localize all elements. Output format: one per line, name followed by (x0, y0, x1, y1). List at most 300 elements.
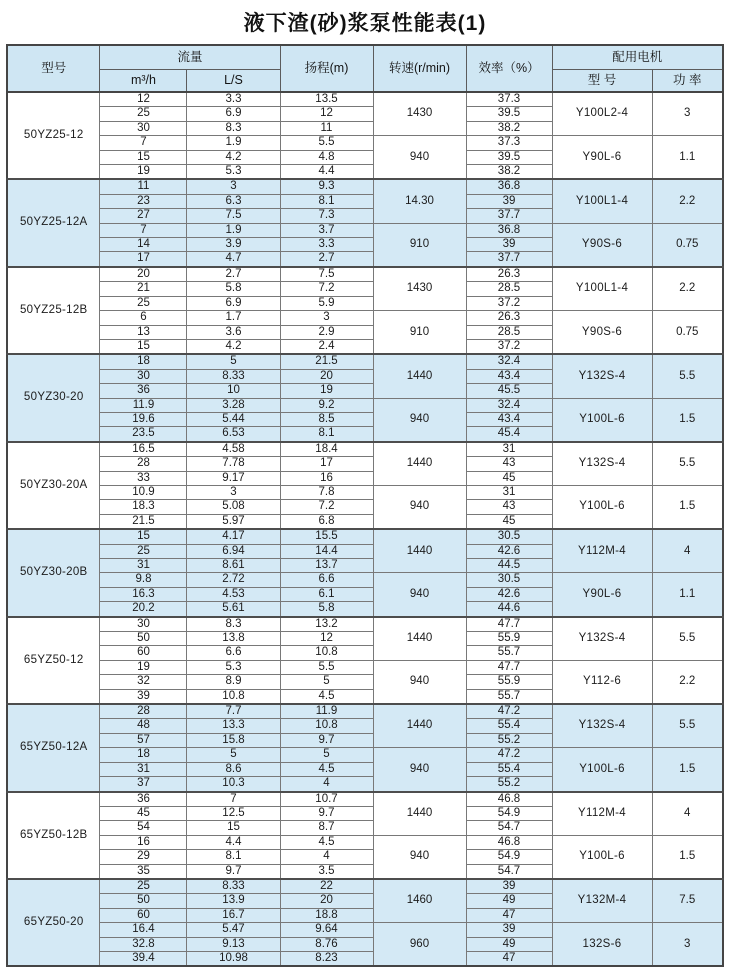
efficiency-cell: 28.5 (466, 282, 552, 296)
efficiency-cell: 45.4 (466, 427, 552, 442)
speed-cell: 940 (373, 485, 466, 529)
flow-m3h-cell: 19 (100, 660, 187, 674)
motor-power-cell: 1.5 (652, 485, 723, 529)
flow-m3h-cell: 45 (100, 806, 187, 820)
efficiency-cell: 26.3 (466, 267, 552, 282)
motor-power-cell: 5.5 (652, 617, 723, 661)
head-cell: 7.5 (280, 267, 373, 282)
motor-model-cell: Y90S-6 (552, 223, 652, 267)
head-cell: 14.4 (280, 544, 373, 558)
table-header (7, 45, 723, 92)
flow-m3h-cell: 31 (100, 762, 187, 776)
head-cell: 22 (280, 879, 373, 894)
head-cell: 11.9 (280, 704, 373, 719)
motor-model-cell: Y100L-6 (552, 398, 652, 442)
efficiency-cell: 39 (466, 923, 552, 937)
table-row (7, 835, 723, 849)
table-row (7, 879, 723, 894)
efficiency-cell: 37.2 (466, 339, 552, 354)
flow-m3h-cell: 18 (100, 748, 187, 762)
head-cell: 4 (280, 777, 373, 792)
efficiency-cell: 36.8 (466, 223, 552, 237)
flow-ls-cell: 7.5 (187, 209, 280, 223)
efficiency-cell: 44.6 (466, 602, 552, 617)
header-row-1 (7, 45, 723, 70)
flow-m3h-cell: 20 (100, 267, 187, 282)
head-cell: 3 (280, 311, 373, 325)
head-cell: 18.4 (280, 442, 373, 457)
flow-ls-cell: 6.9 (187, 296, 280, 310)
efficiency-cell: 47.7 (466, 617, 552, 632)
motor-power-cell: 5.5 (652, 354, 723, 398)
flow-m3h-cell: 39.4 (100, 951, 187, 966)
speed-cell: 960 (373, 923, 466, 967)
head-cell: 13.5 (280, 92, 373, 107)
efficiency-cell: 45 (466, 514, 552, 529)
speed-cell: 1430 (373, 267, 466, 311)
flow-m3h-cell: 18.3 (100, 500, 187, 514)
head-cell: 9.3 (280, 179, 373, 194)
head-cell: 6.1 (280, 587, 373, 601)
flow-m3h-cell: 19 (100, 165, 187, 180)
efficiency-cell: 43.4 (466, 369, 552, 383)
flow-m3h-cell: 35 (100, 864, 187, 879)
efficiency-cell: 39 (466, 879, 552, 894)
flow-m3h-cell: 32 (100, 675, 187, 689)
motor-power-cell: 1.5 (652, 398, 723, 442)
flow-ls-cell: 6.53 (187, 427, 280, 442)
efficiency-cell: 55.9 (466, 675, 552, 689)
efficiency-cell: 26.3 (466, 311, 552, 325)
head-cell: 17 (280, 457, 373, 471)
table-row (7, 792, 723, 807)
header-efficiency: 效率（%） (466, 45, 552, 92)
flow-ls-cell: 10.98 (187, 951, 280, 966)
flow-ls-cell: 5.8 (187, 282, 280, 296)
flow-ls-cell: 7 (187, 792, 280, 807)
header-motor-model: 型 号 (552, 70, 652, 93)
flow-ls-cell: 10.3 (187, 777, 280, 792)
head-cell: 10.8 (280, 719, 373, 733)
head-cell: 11 (280, 121, 373, 135)
motor-power-cell: 1.1 (652, 573, 723, 617)
head-cell: 3.5 (280, 864, 373, 879)
flow-m3h-cell: 13 (100, 325, 187, 339)
pump-model-cell: 65YZ50-12 (7, 617, 100, 704)
speed-cell: 940 (373, 660, 466, 704)
efficiency-cell: 37.3 (466, 136, 552, 150)
speed-cell: 1440 (373, 354, 466, 398)
flow-ls-cell: 8.33 (187, 369, 280, 383)
efficiency-cell: 36.8 (466, 179, 552, 194)
flow-m3h-cell: 54 (100, 821, 187, 835)
flow-ls-cell: 9.17 (187, 471, 280, 485)
flow-m3h-cell: 15 (100, 339, 187, 354)
flow-m3h-cell: 27 (100, 209, 187, 223)
head-cell: 2.9 (280, 325, 373, 339)
motor-model-cell: Y112M-4 (552, 792, 652, 836)
flow-m3h-cell: 50 (100, 632, 187, 646)
speed-cell: 940 (373, 835, 466, 879)
flow-m3h-cell: 30 (100, 617, 187, 632)
flow-ls-cell: 3.6 (187, 325, 280, 339)
table-row (7, 573, 723, 587)
flow-m3h-cell: 16.3 (100, 587, 187, 601)
head-cell: 5.8 (280, 602, 373, 617)
speed-cell: 1440 (373, 704, 466, 748)
head-cell: 10.7 (280, 792, 373, 807)
motor-power-cell: 3 (652, 92, 723, 136)
table-row (7, 704, 723, 719)
flow-m3h-cell: 11 (100, 179, 187, 194)
head-cell: 7.2 (280, 282, 373, 296)
efficiency-cell: 54.9 (466, 850, 552, 864)
table-row (7, 92, 723, 107)
head-cell: 9.2 (280, 398, 373, 412)
flow-m3h-cell: 23.5 (100, 427, 187, 442)
flow-m3h-cell: 9.8 (100, 573, 187, 587)
efficiency-cell: 49 (466, 937, 552, 951)
motor-model-cell: Y90L-6 (552, 136, 652, 180)
table-row (7, 617, 723, 632)
motor-power-cell: 2.2 (652, 660, 723, 704)
table-row (7, 136, 723, 150)
table-row (7, 442, 723, 457)
efficiency-cell: 42.6 (466, 587, 552, 601)
motor-model-cell: Y132M-4 (552, 879, 652, 923)
head-cell: 20 (280, 369, 373, 383)
head-cell: 20 (280, 894, 373, 908)
efficiency-cell: 46.8 (466, 792, 552, 807)
flow-ls-cell: 13.3 (187, 719, 280, 733)
speed-cell: 940 (373, 748, 466, 792)
flow-m3h-cell: 20.2 (100, 602, 187, 617)
efficiency-cell: 37.7 (466, 209, 552, 223)
flow-ls-cell: 15 (187, 821, 280, 835)
flow-m3h-cell: 25 (100, 107, 187, 121)
flow-m3h-cell: 18 (100, 354, 187, 369)
efficiency-cell: 47 (466, 951, 552, 966)
motor-power-cell: 1.1 (652, 136, 723, 180)
flow-m3h-cell: 30 (100, 121, 187, 135)
flow-m3h-cell: 7 (100, 136, 187, 150)
table-row (7, 923, 723, 937)
pump-model-cell: 65YZ50-12A (7, 704, 100, 791)
flow-ls-cell: 4.2 (187, 150, 280, 164)
flow-m3h-cell: 10.9 (100, 485, 187, 499)
speed-cell: 1440 (373, 792, 466, 836)
motor-model-cell: Y100L2-4 (552, 92, 652, 136)
head-cell: 8.1 (280, 427, 373, 442)
motor-model-cell: Y132S-4 (552, 354, 652, 398)
head-cell: 5 (280, 748, 373, 762)
head-cell: 7.3 (280, 209, 373, 223)
efficiency-cell: 46.8 (466, 835, 552, 849)
flow-ls-cell: 2.7 (187, 267, 280, 282)
flow-ls-cell: 4.53 (187, 587, 280, 601)
speed-cell: 1440 (373, 529, 466, 573)
head-cell: 2.7 (280, 252, 373, 267)
head-cell: 8.5 (280, 412, 373, 426)
header-motor-power: 功 率 (652, 70, 723, 93)
flow-ls-cell: 6.3 (187, 194, 280, 208)
table-row (7, 485, 723, 499)
efficiency-cell: 43 (466, 457, 552, 471)
flow-ls-cell: 8.9 (187, 675, 280, 689)
speed-cell: 1430 (373, 92, 466, 136)
efficiency-cell: 49 (466, 894, 552, 908)
flow-ls-cell: 3 (187, 485, 280, 499)
flow-ls-cell: 6.9 (187, 107, 280, 121)
flow-m3h-cell: 60 (100, 908, 187, 922)
efficiency-cell: 37.2 (466, 296, 552, 310)
flow-m3h-cell: 15 (100, 529, 187, 544)
motor-model-cell: Y90L-6 (552, 573, 652, 617)
table-row (7, 354, 723, 369)
pump-performance-table (6, 44, 724, 967)
head-cell: 7.8 (280, 485, 373, 499)
flow-ls-cell: 8.33 (187, 879, 280, 894)
efficiency-cell: 55.4 (466, 719, 552, 733)
flow-ls-cell: 5.3 (187, 165, 280, 180)
flow-ls-cell: 8.3 (187, 121, 280, 135)
motor-model-cell: Y100L-6 (552, 748, 652, 792)
header-flow: 流量 (100, 45, 280, 70)
efficiency-cell: 47.7 (466, 660, 552, 674)
speed-cell: 910 (373, 311, 466, 355)
flow-ls-cell: 4.4 (187, 835, 280, 849)
pump-model-cell: 65YZ50-12B (7, 792, 100, 879)
head-cell: 7.2 (280, 500, 373, 514)
efficiency-cell: 39 (466, 238, 552, 252)
speed-cell: 940 (373, 573, 466, 617)
motor-model-cell: Y132S-4 (552, 704, 652, 748)
head-cell: 4.5 (280, 762, 373, 776)
efficiency-cell: 37.7 (466, 252, 552, 267)
flow-ls-cell: 7.7 (187, 704, 280, 719)
motor-power-cell: 7.5 (652, 879, 723, 923)
head-cell: 9.7 (280, 806, 373, 820)
flow-m3h-cell: 57 (100, 733, 187, 747)
motor-power-cell: 2.2 (652, 179, 723, 223)
head-cell: 8.7 (280, 821, 373, 835)
efficiency-cell: 39 (466, 194, 552, 208)
flow-ls-cell: 16.7 (187, 908, 280, 922)
efficiency-cell: 30.5 (466, 573, 552, 587)
flow-ls-cell: 9.7 (187, 864, 280, 879)
speed-cell: 940 (373, 398, 466, 442)
flow-ls-cell: 3 (187, 179, 280, 194)
motor-model-cell: Y112-6 (552, 660, 652, 704)
flow-ls-cell: 8.61 (187, 559, 280, 573)
efficiency-cell: 42.6 (466, 544, 552, 558)
motor-model-cell: Y90S-6 (552, 311, 652, 355)
table-row (7, 267, 723, 282)
flow-ls-cell: 9.13 (187, 937, 280, 951)
efficiency-cell: 55.9 (466, 632, 552, 646)
page-title: 液下渣(砂)浆泵性能表(1) (243, 12, 487, 35)
efficiency-cell: 54.7 (466, 821, 552, 835)
flow-ls-cell: 6.6 (187, 646, 280, 660)
flow-m3h-cell: 7 (100, 223, 187, 237)
head-cell: 4.5 (280, 689, 373, 704)
motor-model-cell: Y100L1-4 (552, 267, 652, 311)
motor-model-cell: Y100L-6 (552, 485, 652, 529)
pump-model-cell: 50YZ25-12 (7, 92, 100, 179)
speed-cell: 940 (373, 136, 466, 180)
efficiency-cell: 45 (466, 471, 552, 485)
motor-power-cell: 3 (652, 923, 723, 967)
table-row (7, 529, 723, 544)
flow-ls-cell: 4.58 (187, 442, 280, 457)
flow-ls-cell: 10 (187, 384, 280, 398)
flow-ls-cell: 5.08 (187, 500, 280, 514)
flow-ls-cell: 5.61 (187, 602, 280, 617)
head-cell: 12 (280, 632, 373, 646)
motor-power-cell: 5.5 (652, 704, 723, 748)
flow-m3h-cell: 36 (100, 792, 187, 807)
flow-ls-cell: 3.28 (187, 398, 280, 412)
efficiency-cell: 54.7 (466, 864, 552, 879)
motor-power-cell: 5.5 (652, 442, 723, 486)
efficiency-cell: 55.7 (466, 689, 552, 704)
flow-m3h-cell: 25 (100, 879, 187, 894)
head-cell: 12 (280, 107, 373, 121)
table-row (7, 179, 723, 194)
head-cell: 5.5 (280, 660, 373, 674)
table-row (7, 660, 723, 674)
flow-ls-cell: 5 (187, 354, 280, 369)
efficiency-cell: 43.4 (466, 412, 552, 426)
flow-ls-cell: 13.8 (187, 632, 280, 646)
efficiency-cell: 39.5 (466, 150, 552, 164)
table-row (7, 748, 723, 762)
flow-ls-cell: 10.8 (187, 689, 280, 704)
flow-m3h-cell: 33 (100, 471, 187, 485)
flow-m3h-cell: 37 (100, 777, 187, 792)
efficiency-cell: 47.2 (466, 704, 552, 719)
flow-ls-cell: 15.8 (187, 733, 280, 747)
speed-cell: 910 (373, 223, 466, 267)
flow-ls-cell: 5.3 (187, 660, 280, 674)
head-cell: 4 (280, 850, 373, 864)
speed-cell: 1460 (373, 879, 466, 923)
head-cell: 16 (280, 471, 373, 485)
flow-ls-cell: 8.3 (187, 617, 280, 632)
efficiency-cell: 38.2 (466, 121, 552, 135)
flow-m3h-cell: 11.9 (100, 398, 187, 412)
efficiency-cell: 31 (466, 442, 552, 457)
flow-m3h-cell: 25 (100, 544, 187, 558)
efficiency-cell: 32.4 (466, 354, 552, 369)
motor-model-cell: Y132S-4 (552, 442, 652, 486)
flow-m3h-cell: 12 (100, 92, 187, 107)
motor-power-cell: 2.2 (652, 267, 723, 311)
head-cell: 19 (280, 384, 373, 398)
head-cell: 8.1 (280, 194, 373, 208)
head-cell: 15.5 (280, 529, 373, 544)
header-model: 型号 (7, 45, 100, 92)
head-cell: 4.8 (280, 150, 373, 164)
pump-model-cell: 50YZ30-20 (7, 354, 100, 441)
head-cell: 18.8 (280, 908, 373, 922)
head-cell: 4.5 (280, 835, 373, 849)
flow-m3h-cell: 14 (100, 238, 187, 252)
flow-m3h-cell: 29 (100, 850, 187, 864)
pump-model-cell: 50YZ25-12B (7, 267, 100, 354)
flow-ls-cell: 1.9 (187, 136, 280, 150)
flow-m3h-cell: 25 (100, 296, 187, 310)
flow-ls-cell: 5.97 (187, 514, 280, 529)
head-cell: 3.3 (280, 238, 373, 252)
head-cell: 8.23 (280, 951, 373, 966)
head-cell: 5.5 (280, 136, 373, 150)
flow-m3h-cell: 23 (100, 194, 187, 208)
flow-ls-cell: 4.7 (187, 252, 280, 267)
header-motor: 配用电机 (552, 45, 723, 70)
efficiency-cell: 37.3 (466, 92, 552, 107)
flow-ls-cell: 5 (187, 748, 280, 762)
motor-power-cell: 4 (652, 529, 723, 573)
pump-model-cell: 65YZ50-20 (7, 879, 100, 966)
motor-model-cell: Y100L-6 (552, 835, 652, 879)
head-cell: 6.6 (280, 573, 373, 587)
header-flow-m3h: m³/h (100, 70, 187, 93)
flow-ls-cell: 3.9 (187, 238, 280, 252)
flow-m3h-cell: 16.4 (100, 923, 187, 937)
pump-model-cell: 50YZ30-20B (7, 529, 100, 616)
pump-model-cell: 50YZ25-12A (7, 179, 100, 266)
head-cell: 21.5 (280, 354, 373, 369)
motor-power-cell: 1.5 (652, 835, 723, 879)
table-row (7, 223, 723, 237)
efficiency-cell: 55.4 (466, 762, 552, 776)
flow-m3h-cell: 50 (100, 894, 187, 908)
head-cell: 5.9 (280, 296, 373, 310)
flow-m3h-cell: 30 (100, 369, 187, 383)
flow-m3h-cell: 60 (100, 646, 187, 660)
flow-m3h-cell: 6 (100, 311, 187, 325)
table-row (7, 398, 723, 412)
flow-m3h-cell: 28 (100, 457, 187, 471)
efficiency-cell: 55.2 (466, 733, 552, 747)
flow-m3h-cell: 28 (100, 704, 187, 719)
flow-ls-cell: 8.1 (187, 850, 280, 864)
flow-m3h-cell: 17 (100, 252, 187, 267)
flow-ls-cell: 6.94 (187, 544, 280, 558)
motor-model-cell: Y132S-4 (552, 617, 652, 661)
head-cell: 2.4 (280, 339, 373, 354)
efficiency-cell: 38.2 (466, 165, 552, 180)
head-cell: 10.8 (280, 646, 373, 660)
efficiency-cell: 45.5 (466, 384, 552, 398)
flow-m3h-cell: 36 (100, 384, 187, 398)
motor-power-cell: 0.75 (652, 311, 723, 355)
flow-m3h-cell: 15 (100, 150, 187, 164)
efficiency-cell: 55.2 (466, 777, 552, 792)
flow-m3h-cell: 21.5 (100, 514, 187, 529)
head-cell: 13.7 (280, 559, 373, 573)
speed-cell: 1440 (373, 442, 466, 486)
head-cell: 9.64 (280, 923, 373, 937)
efficiency-cell: 47 (466, 908, 552, 922)
flow-ls-cell: 7.78 (187, 457, 280, 471)
flow-m3h-cell: 16 (100, 835, 187, 849)
head-cell: 13.2 (280, 617, 373, 632)
flow-m3h-cell: 19.6 (100, 412, 187, 426)
flow-ls-cell: 8.6 (187, 762, 280, 776)
efficiency-cell: 44.5 (466, 559, 552, 573)
